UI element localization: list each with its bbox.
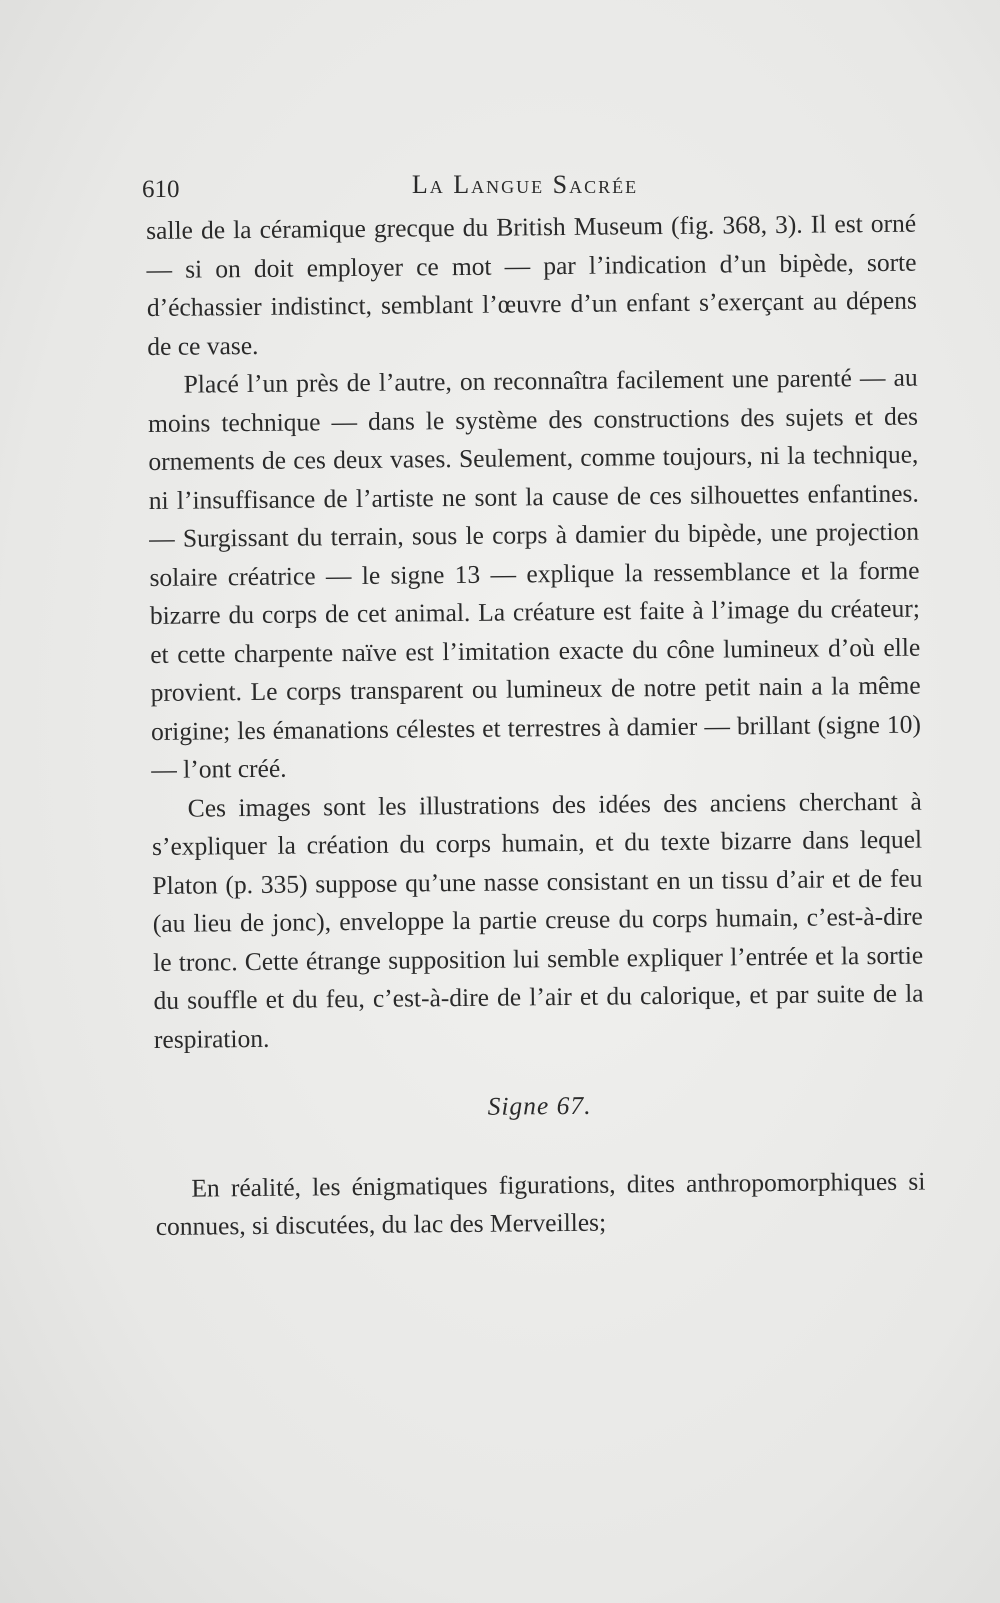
running-title: La Langue Sacrée: [411, 170, 639, 199]
page-body: [146, 205, 926, 1247]
paragraph: En réalité, les énigmatiques figurations, dites anthropomorphiques si connues, si discutées, du lac des Merveilles;: [155, 1166, 926, 1241]
paragraph: Placé l’un près de l’autre, on reconnaîtra facilement une parenté — au moins technique — dans le système des constructions des sujets et des ornements de ces deux vases. Seulement, comme toujours, ni la technique, ni l’insuffisance de l’artiste ne sont la cause de ces silhouettes enfantines. — Surgissant du terrain, sous le corps à damier du bipède, une projection solaire créatrice — le signe 13 — explique la ressemblance et la forme bizarre du corps de cet animal. La créature est faite à l’image du créateur; et cette charpente naïve est l’imitation exacte du cône lumineux d’où elle provient. Le corps transparent ou lumineux de notre petit nain a la même origine; les émanations célestes et terrestres à damier — brillant (signe 10) — l’ont créé.: [147, 362, 922, 784]
page-number: 610: [142, 176, 180, 203]
paragraph: Ces images sont les illustrations des idées des anciens cherchant à s’expliquer la création du corps humain, et du texte bizarre dans lequel Platon (p. 335) suppose qu’une nasse consistant en un tissu d’air et de feu (au lieu de jonc), enveloppe la partie creuse du corps humain, c’est-à-dire le tronc. Cette étrange supposition lui semble expliquer l’entrée et la sortie du souffle et du feu, c’est-à-dire de l’air et du calorique, et par suite de la respiration.: [151, 786, 924, 1054]
section-title: Signe 67.: [487, 1090, 592, 1121]
paragraph-continuation: salle de la céramique grecque du British Museum (fig. 368, 3). Il est orné — si on doit employer ce mot — par l’indication d’un bipède, sorte d’échassier indistinct, semblant l’œuvre d’un enfant s’exerçant au dépens de ce vase.: [146, 208, 918, 361]
page-header: [140, 170, 910, 210]
